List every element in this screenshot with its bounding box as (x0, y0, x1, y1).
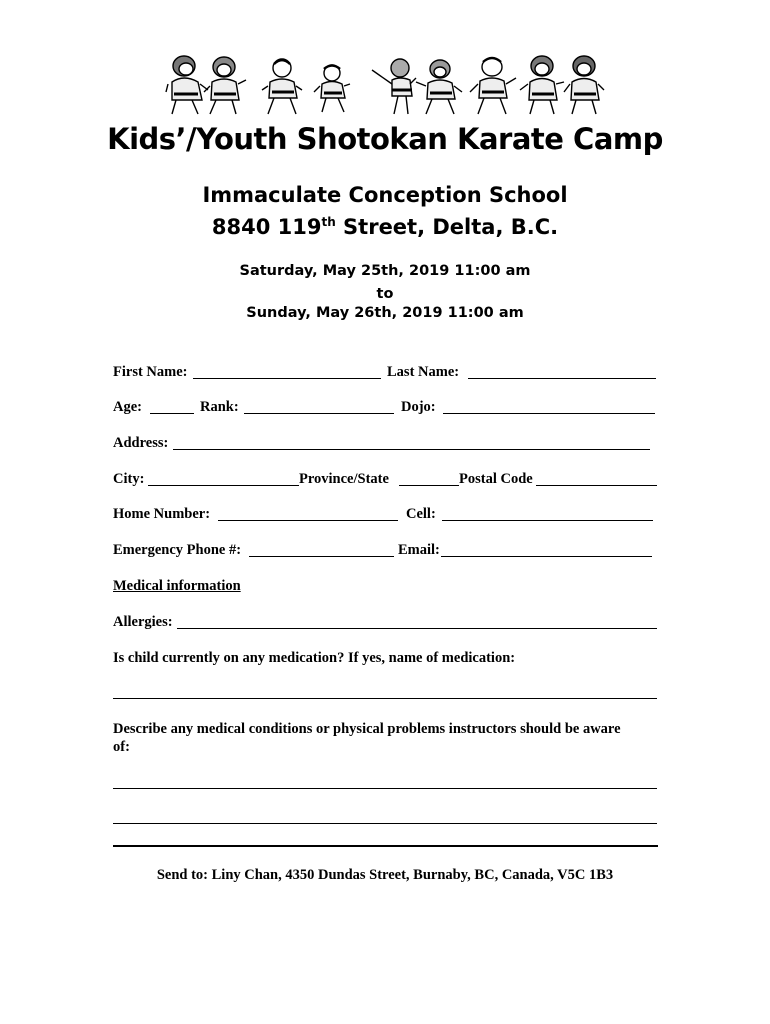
emergency-phone-field[interactable] (249, 542, 394, 557)
conditions-question-line2: of: (113, 739, 130, 755)
cell-field[interactable] (442, 506, 653, 521)
karate-kid-figure (564, 56, 604, 114)
last-name-label: Last Name: (387, 364, 460, 380)
email-field[interactable] (441, 542, 652, 557)
address-field[interactable] (173, 435, 650, 450)
dojo-label: Dojo: (401, 399, 436, 415)
age-label: Age: (113, 399, 142, 415)
last-name-field[interactable] (468, 364, 656, 379)
emergency-phone-label: Emergency Phone #: (113, 542, 242, 558)
karate-kid-figure (470, 58, 516, 114)
karate-kid-figure (520, 56, 564, 114)
street-number: 8840 119 (211, 215, 322, 239)
cell-label: Cell: (406, 506, 436, 522)
conditions-line-1[interactable] (113, 788, 657, 789)
street-rest: Street, Delta, B.C. (335, 215, 559, 239)
karate-kids-banner-image (160, 54, 612, 116)
email-label: Email: (398, 542, 440, 558)
province-field[interactable] (399, 471, 459, 486)
footer-divider (113, 845, 658, 847)
first-name-field[interactable] (193, 364, 381, 379)
age-field[interactable] (150, 399, 194, 414)
medication-line[interactable] (113, 698, 657, 699)
karate-kid-figure (314, 65, 350, 112)
karate-kid-figure (204, 57, 246, 114)
end-date: Sunday, May 26th, 2019 11:00 am (246, 305, 524, 321)
camp-title: Kids’/Youth Shotokan Karate Camp (107, 122, 663, 156)
medical-heading: Medical information (113, 578, 241, 594)
dojo-field[interactable] (443, 399, 655, 414)
start-date: Saturday, May 25th, 2019 11:00 am (239, 263, 531, 279)
conditions-line-2[interactable] (113, 823, 657, 824)
first-name-label: First Name: (113, 364, 188, 380)
venue-name: Immaculate Conception School (202, 183, 568, 207)
city-field[interactable] (148, 471, 299, 486)
karate-kid-figure (166, 56, 208, 114)
karate-kid-figure (416, 60, 462, 114)
address-label: Address: (113, 435, 169, 451)
postal-label: Postal Code (459, 471, 533, 487)
allergies-label: Allergies: (113, 614, 173, 630)
venue-address (0, 215, 770, 239)
home-number-field[interactable] (218, 506, 398, 521)
date-separator: to (376, 286, 394, 302)
rank-label: Rank: (200, 399, 239, 415)
city-label: City: (113, 471, 145, 487)
allergies-field[interactable] (177, 614, 657, 629)
karate-kid-figure (372, 59, 416, 114)
province-label: Province/State (299, 471, 389, 487)
postal-field[interactable] (536, 471, 657, 486)
street-suffix: th (321, 215, 336, 229)
rank-field[interactable] (244, 399, 394, 414)
send-to: Send to: Liny Chan, 4350 Dundas Street, Burnaby, BC, Canada, V5C 1B3 (156, 867, 614, 883)
conditions-question-line1: Describe any medical conditions or physical problems instructors should be aware (113, 721, 621, 737)
medication-question: Is child currently on any medication? If yes, name of medication: (113, 650, 516, 666)
home-number-label: Home Number: (113, 506, 211, 522)
karate-kid-figure (262, 59, 302, 114)
